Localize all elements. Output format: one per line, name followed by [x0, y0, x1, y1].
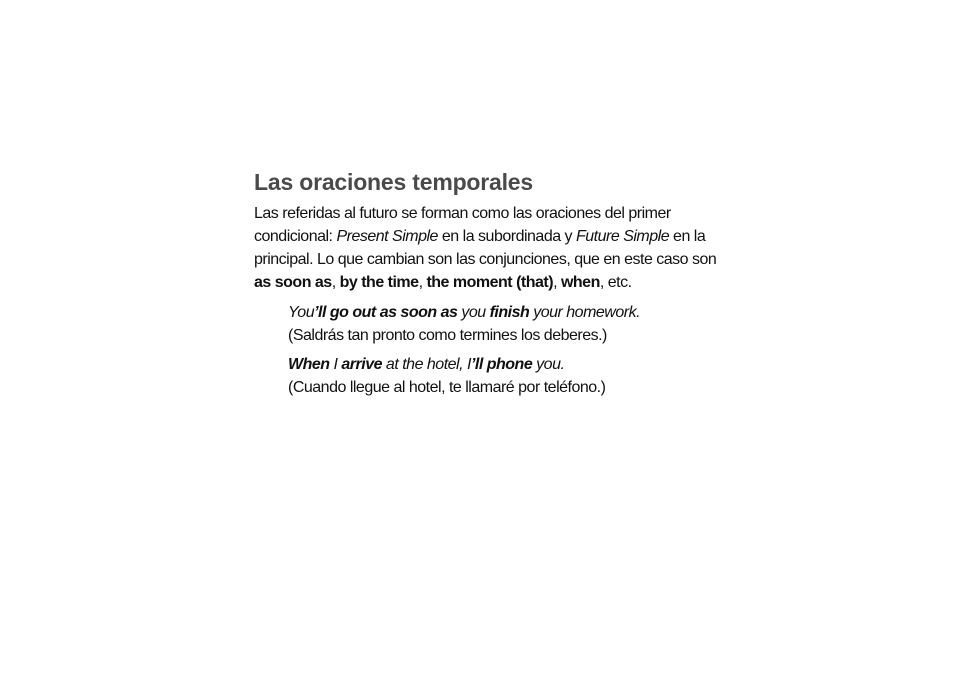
- example-verb-future: ’ll phone: [470, 356, 533, 373]
- conjunction-by-the-time: by the time: [339, 274, 419, 291]
- conjunction-as-soon-as: as soon as: [254, 274, 332, 291]
- example-2: [288, 353, 724, 399]
- paragraph-text: ,: [418, 274, 427, 291]
- example-conjunction: When: [288, 356, 330, 373]
- term-future-simple: Future Simple: [576, 228, 670, 245]
- conjunction-when: when: [560, 274, 600, 291]
- example-text: you: [457, 304, 490, 321]
- term-present-simple: Present Simple: [336, 228, 438, 245]
- example-spanish: (Cuando llegue al hotel, te llamaré por teléfono.): [288, 379, 606, 396]
- conjunction-the-moment: the moment (that): [426, 274, 554, 291]
- section-title: Las oraciones temporales: [254, 169, 533, 195]
- paragraph-text: ,: [553, 274, 561, 291]
- example-text: You: [288, 304, 315, 321]
- example-verb-present: arrive: [341, 356, 382, 373]
- example-text: your homework.: [529, 304, 641, 321]
- example-verb-future: ’ll go out as soon as: [314, 304, 458, 321]
- example-text: I: [329, 356, 342, 373]
- paragraph-text: , etc.: [599, 274, 632, 291]
- example-text: you: [532, 356, 561, 373]
- example-1: [288, 301, 724, 347]
- example-text: at the hotel, I: [381, 356, 471, 373]
- example-spanish: (Saldrás tan pronto como termines los deberes.): [288, 327, 607, 344]
- paragraph-text: Las referidas al futuro se forman como las oraciones del primer condicional:: [254, 205, 671, 245]
- example-verb-present: finish: [489, 304, 530, 321]
- paragraph-text: en la subordinada y: [437, 228, 576, 245]
- example-text: .: [560, 356, 565, 373]
- example-english: [288, 353, 724, 376]
- paragraph-text: en la principal. Lo que cambian son las conjunciones, que en este caso son: [254, 228, 717, 268]
- explanation-paragraph: [254, 202, 724, 294]
- paragraph-text: ,: [331, 274, 340, 291]
- document-section: [254, 168, 724, 399]
- example-english: [288, 301, 724, 324]
